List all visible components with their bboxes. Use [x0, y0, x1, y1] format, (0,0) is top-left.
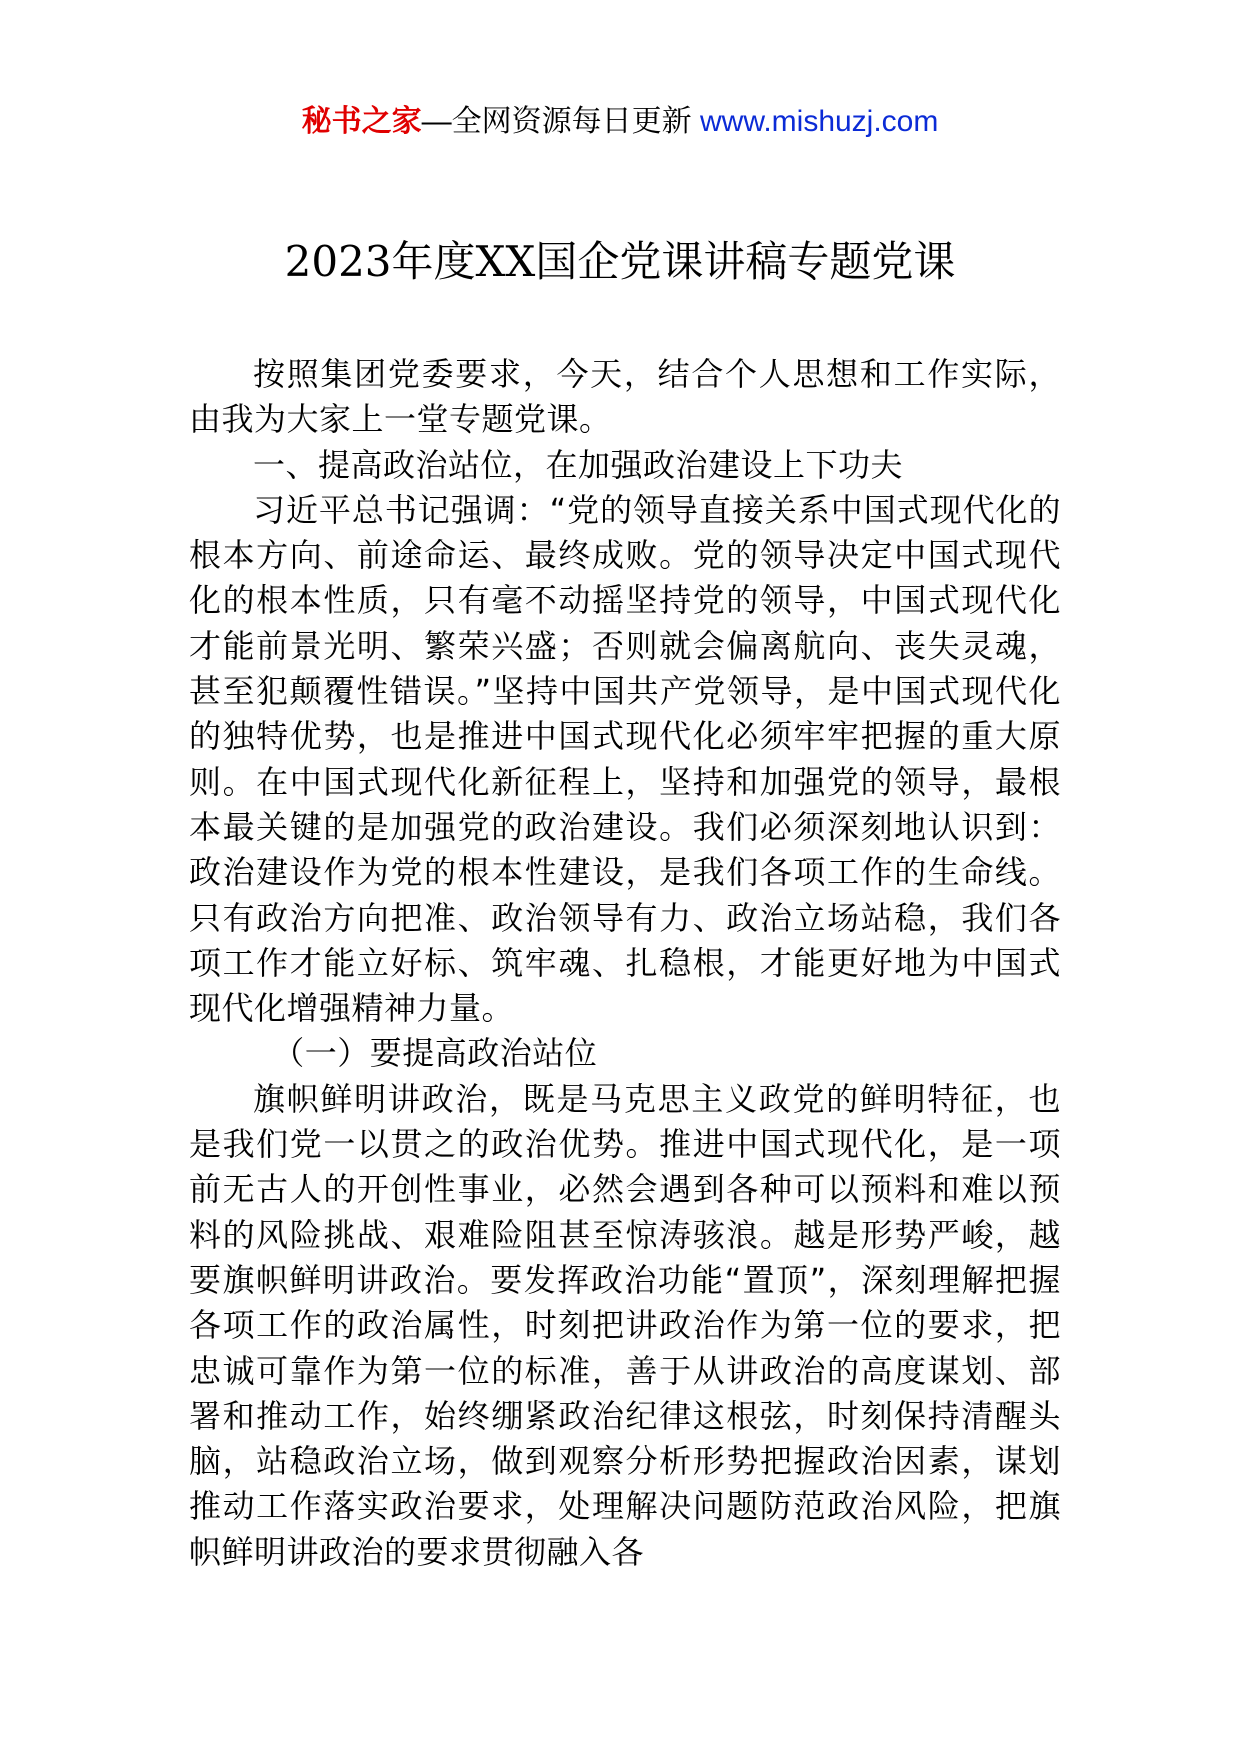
header-site-link[interactable]: www.mishuzj.com — [699, 105, 939, 138]
page-header — [0, 100, 1240, 144]
header-brand: 秘书之家 — [301, 105, 422, 138]
document-title: 2023年度XX国企党课讲稿专题党课 — [284, 237, 956, 286]
body-paragraph: 习近平总书记强调：“党的领导直接关系中国式现代化的根本方向、前途命运、最终成败。党的领导决定中国式现代化的根本性质，只有毫不动摇坚持党的领导，中国式现代化才能前景光明、繁荣兴盛；否则就会偏离航向、丧失灵魂，甚至犯颠覆性错误。”坚持中国共产党领导，是中国式现代化的独特优势，也是推进中国式现代化必须牢牢把握的重大原则。在中国式现代化新征程上，坚持和加强党的领导，最根本最关键的是加强党的政治建设。我们必须深刻地认识到：政治建设作为党的根本性建设，是我们各项工作的生命线。只有政治方向把准、政治领导有力、政治立场站稳，我们各项工作才能立好标、筑牢魂、扎稳根，才能更好地为中国式现代化增强精神力量。 — [189, 490, 1061, 1028]
intro-paragraph: 按照集团党委要求，今天，结合个人思想和工作实际，由我为大家上一堂专题党课。 — [189, 355, 1061, 439]
subsection-heading: （一）要提高政治站位 — [272, 1034, 598, 1073]
body-paragraph: 旗帜鲜明讲政治，既是马克思主义政党的鲜明特征，也是我们党一以贯之的政治优势。推进中国式现代化，是一项前无古人的开创性事业，必然会遇到各种可以预料和难以预料的风险挑战、艰难险阻甚至惊涛骇浪。越是形势严峻，越要旗帜鲜明讲政治。要发挥政治功能“置顶”，深刻理解把握各项工作的政治属性，时刻把讲政治作为第一位的要求，把忠诚可靠作为第一位的标准，善于从讲政治的高度谋划、部署和推动工作，始终绷紧政治纪律这根弦，时刻保持清醒头脑，站稳政治立场，做到观察分析形势把握政治因素，谋划推动工作落实政治要求，处理解决问题防范政治风险，把旗帜鲜明讲政治的要求贯彻融入各 — [189, 1079, 1061, 1571]
section-heading: 一、提高政治站位，在加强政治建设上下功夫 — [253, 445, 904, 484]
document-body — [189, 352, 1061, 1575]
header-slogan: —全网资源每日更新 — [421, 105, 692, 138]
